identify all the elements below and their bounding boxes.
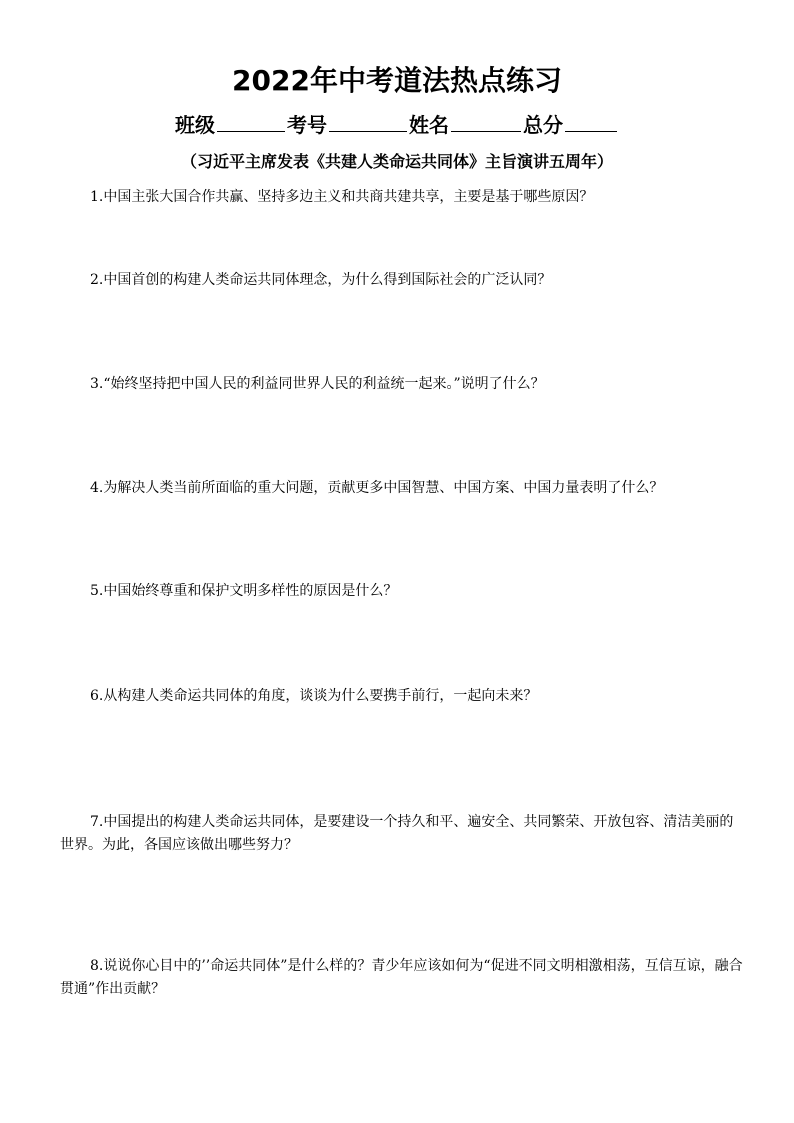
question-4: 4.为解决人类当前所面临的重大问题，贡献更多中国智慧、中国方案、中国力量表明了什么？: [90, 480, 664, 496]
number-label: 考号: [287, 113, 327, 137]
question-5: 5.中国始终尊重和保护文明多样性的原因是什么？: [90, 583, 398, 599]
question-7: 7.中国提出的构建人类命运共同体，是要建设一个持久和平、遍安全、共同繁荣、开放包容、清洁美丽的世界。为此，各国应该做出哪些努力？: [60, 814, 734, 853]
question-1: 1.中国主张大国合作共赢、坚持多边主义和共商共建共享，主要是基于哪些原因？: [90, 189, 594, 205]
question-3: 3.“始终坚持把中国人民的利益同世界人民的利益统一起来。”说明了什么？: [90, 376, 545, 392]
student-info-row: [0, 111, 794, 139]
question-6: 6.从构建人类命运共同体的角度，谈谈为什么要携手前行，一起向未来？: [90, 688, 538, 704]
question-2: 2.中国首创的构建人类命运共同体理念，为什么得到国际社会的广泛认同？: [90, 272, 552, 288]
question-8: 8.说说你心目中的’’命运共同体”是什么样的？青少年应该如何为“促进不同文明相激相荡，互信互谅，融合贯通”作出贡献？: [60, 958, 743, 997]
number-blank: [329, 113, 407, 132]
score-label: 总分: [523, 113, 563, 137]
name-label: 姓名: [409, 113, 449, 137]
class-blank: [217, 113, 285, 132]
class-label: 班级: [175, 113, 215, 137]
name-blank: [451, 113, 521, 132]
page-title: 2022年中考道法热点练习: [232, 64, 562, 97]
score-blank: [565, 113, 617, 132]
subtitle: （习近平主席发表《共建人类命运共同体》主旨演讲五周年）: [180, 152, 613, 171]
